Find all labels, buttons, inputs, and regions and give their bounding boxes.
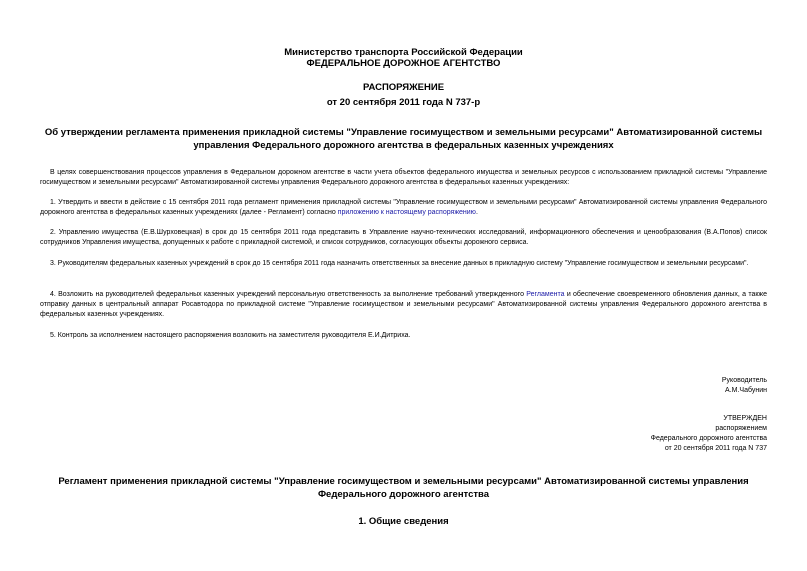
regulation-link[interactable]: Регламента xyxy=(526,291,565,298)
document-title: Об утверждении регламента применения прикладной системы "Управление госимуществом и земельными ресурсами" Автоматизированной системы управления Федерального дорожного агентства в федеральных казенных учреждениях xyxy=(44,127,763,151)
item-2: 2. Управлению имущества (Е.В.Шурховецкая) в срок до 15 сентября 2011 года представить в Управление научно-технических исследований, информационного обеспечения и ценообразования (В.А.Попов) список сотрудников Управления имущества, допущенных к работе с прикладной системой, и список сотрудников, согласующих объекты дорожного сервиса. xyxy=(40,229,767,246)
item-4-text-b: и обеспечение своевременного обновления данных, а также отправку данных в центральный аппарат Росавтодора по прикладной системе "Управление госимуществом и земельными ресурсами" Автоматизированной системы управления Федерального дорожного агентства в федеральных казенных учреждениях. xyxy=(40,291,767,318)
agency-name: ФЕДЕРАЛЬНОЕ ДОРОЖНОЕ АГЕНТСТВО xyxy=(306,58,501,69)
ministry-name: Министерство транспорта Российской Федерации xyxy=(284,47,523,58)
approval-line-2: распоряжением xyxy=(715,425,767,432)
approval-line-3: Федерального дорожного агентства xyxy=(650,435,767,442)
approval-line-1: УТВЕРЖДЕН xyxy=(723,415,767,422)
document-type: РАСПОРЯЖЕНИЕ xyxy=(362,82,445,93)
approval-line-4: от 20 сентября 2011 года N 737 xyxy=(664,445,767,452)
item-3: 3. Руководителям федеральных казенных учреждений в срок до 15 сентября 2011 года назначить ответственных за внесение данных в прикладную систему "Управление госимуществом и земельными ресурсами". xyxy=(50,260,749,267)
item-4 xyxy=(40,290,767,320)
item-4-text-a: 4. Возложить на руководителей федеральных казенных учреждений персональную ответственность за выполнение требований утвержденного xyxy=(50,291,527,298)
item-5: 5. Контроль за исполнением настоящего распоряжения возложить на заместителя руководителя Е.И.Дитриха. xyxy=(50,332,411,339)
intro-paragraph: В целях совершенствования процессов управления в Федеральном дорожном агентстве в части учета объектов федерального имущества и земельных ресурсов с использованием прикладной системы "Управление госимуществом и земельными ресурсами" Автоматизированной системы управления Федерального дорожного агентства в федеральных казенных учреждениях: xyxy=(40,169,767,186)
signature-name: А.М.Чабунин xyxy=(725,387,767,394)
document-date: от 20 сентября 2011 года N 737-р xyxy=(326,97,481,108)
appendix-link[interactable]: приложению к настоящему распоряжению xyxy=(337,209,476,216)
signature-position: Руководитель xyxy=(721,377,767,384)
item-1 xyxy=(40,198,767,218)
annex-title: Регламент применения прикладной системы "Управление госимуществом и земельными ресурсами" Автоматизированной системы управления Федерального дорожного агентства xyxy=(58,476,749,500)
section-heading: 1. Общие сведения xyxy=(358,516,449,527)
item-1-text: 1. Утвердить и ввести в действие с 15 сентября 2011 года регламент применения прикладной системы "Управление госимуществом и земельными ресурсами" Автоматизированной системы управления Федерального дорожного агентства в федеральных казенных учреждениях (далее - Регламент) согласно xyxy=(40,199,767,216)
item-1-end: . xyxy=(475,209,478,216)
